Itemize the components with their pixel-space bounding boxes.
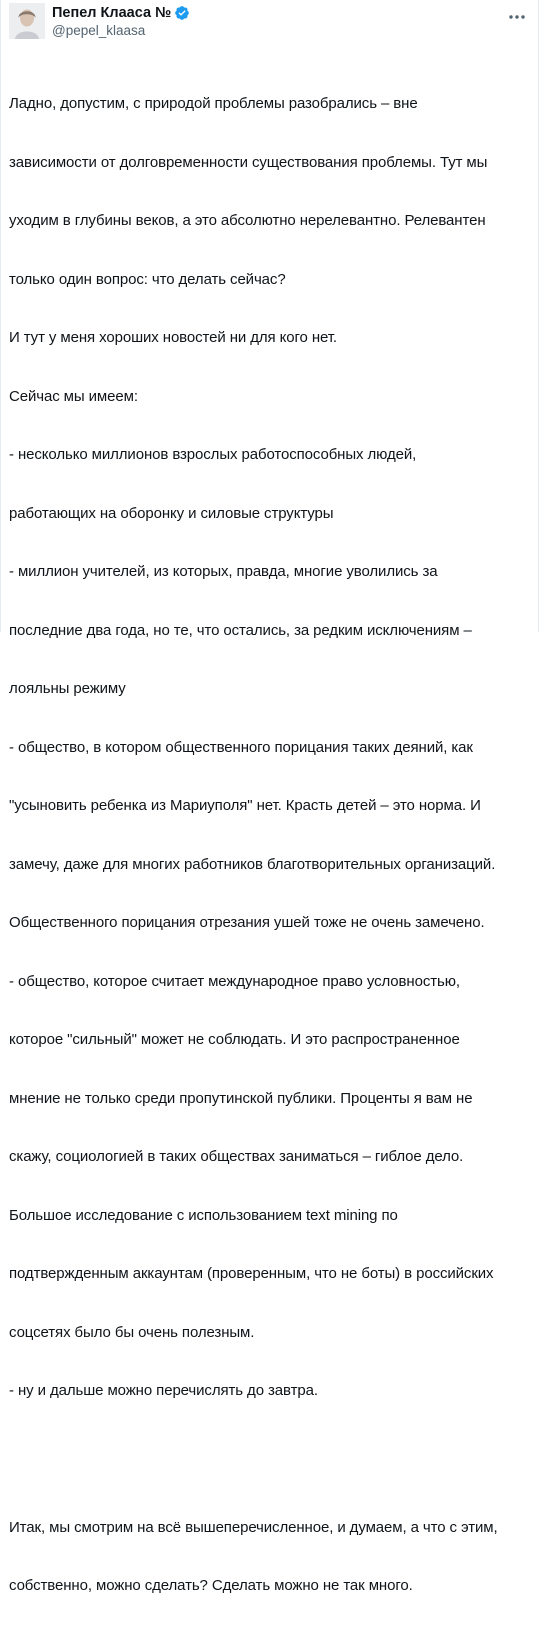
name-row [52, 4, 190, 21]
text-line: - общество, в котором общественного порицания таких деяний, как [9, 738, 473, 756]
text-line: - ну и дальше можно перечислять до завтра. [9, 1382, 318, 1399]
avatar-portrait-icon [9, 3, 45, 39]
text-line: соцсетях было бы очень полезным. [9, 1323, 255, 1341]
text-line: "усыновить ребенка из Мариуполя" нет. Красть детей – это норма. И [9, 797, 481, 814]
text-line: - миллион учителей, из которых, правда, многие уволились за [9, 563, 438, 580]
text-line: замечу, даже для многих работников благотворительных организаций. [9, 855, 496, 873]
text-line: - несколько миллионов взрослых работоспособных людей, [9, 446, 417, 463]
text-line: уходим в глубины веков, а это абсолютно нерелевантно. Релевантен [9, 212, 486, 229]
text-line: - общество, которое считает международное право условностью, [9, 972, 460, 990]
tweet-header [9, 3, 532, 39]
text-line: Сейчас мы имеем: [9, 387, 138, 405]
text-line: лояльны режиму [9, 680, 126, 697]
text-line: Большое исследование с использованием text mining по [9, 1206, 398, 1224]
text-line: мнение не только среди пропутинской публики. Проценты я вам не [9, 1089, 473, 1107]
paragraph-gap [9, 1440, 531, 1479]
text-line: И тут у меня хороших новостей ни для кого нет. [9, 329, 337, 346]
text-line: скажу, социологией в таких обществах заниматься – гиблое дело. [9, 1148, 464, 1165]
tweet-text [9, 55, 531, 1635]
author-block [52, 4, 190, 38]
more-options-icon[interactable] [506, 9, 528, 25]
text-line: Общественного порицания отрезания ушей тоже не очень замечено. [9, 914, 485, 931]
text-line: только один вопрос: что делать сейчас? [9, 270, 286, 288]
text-line: Ладно, допустим, с природой проблемы разобрались – вне [9, 95, 418, 112]
text-line: собственно, можно сделать? Сделать можно не так много. [9, 1577, 413, 1594]
text-line: которое "сильный" может не соблюдать. И это распространенное [9, 1031, 460, 1048]
text-line: зависимости от долговременности существования проблемы. Тут мы [9, 153, 488, 171]
handle[interactable]: @pepel_klaasa [52, 23, 146, 38]
display-name[interactable]: Пепел Клааса № [52, 4, 172, 21]
avatar[interactable] [9, 3, 45, 39]
text-line: Итак, мы смотрим на всё вышеперечисленное, и думаем, а что с этим, [9, 1518, 498, 1536]
text-line: подтвержденным аккаунтам (проверенным, что не боты) в российских [9, 1265, 494, 1282]
verified-badge-icon [174, 5, 190, 21]
text-line: работающих на оборонку и силовые структуры [9, 504, 334, 522]
text-line: последние два года, но те, что остались, за редким исключениям – [9, 621, 472, 639]
